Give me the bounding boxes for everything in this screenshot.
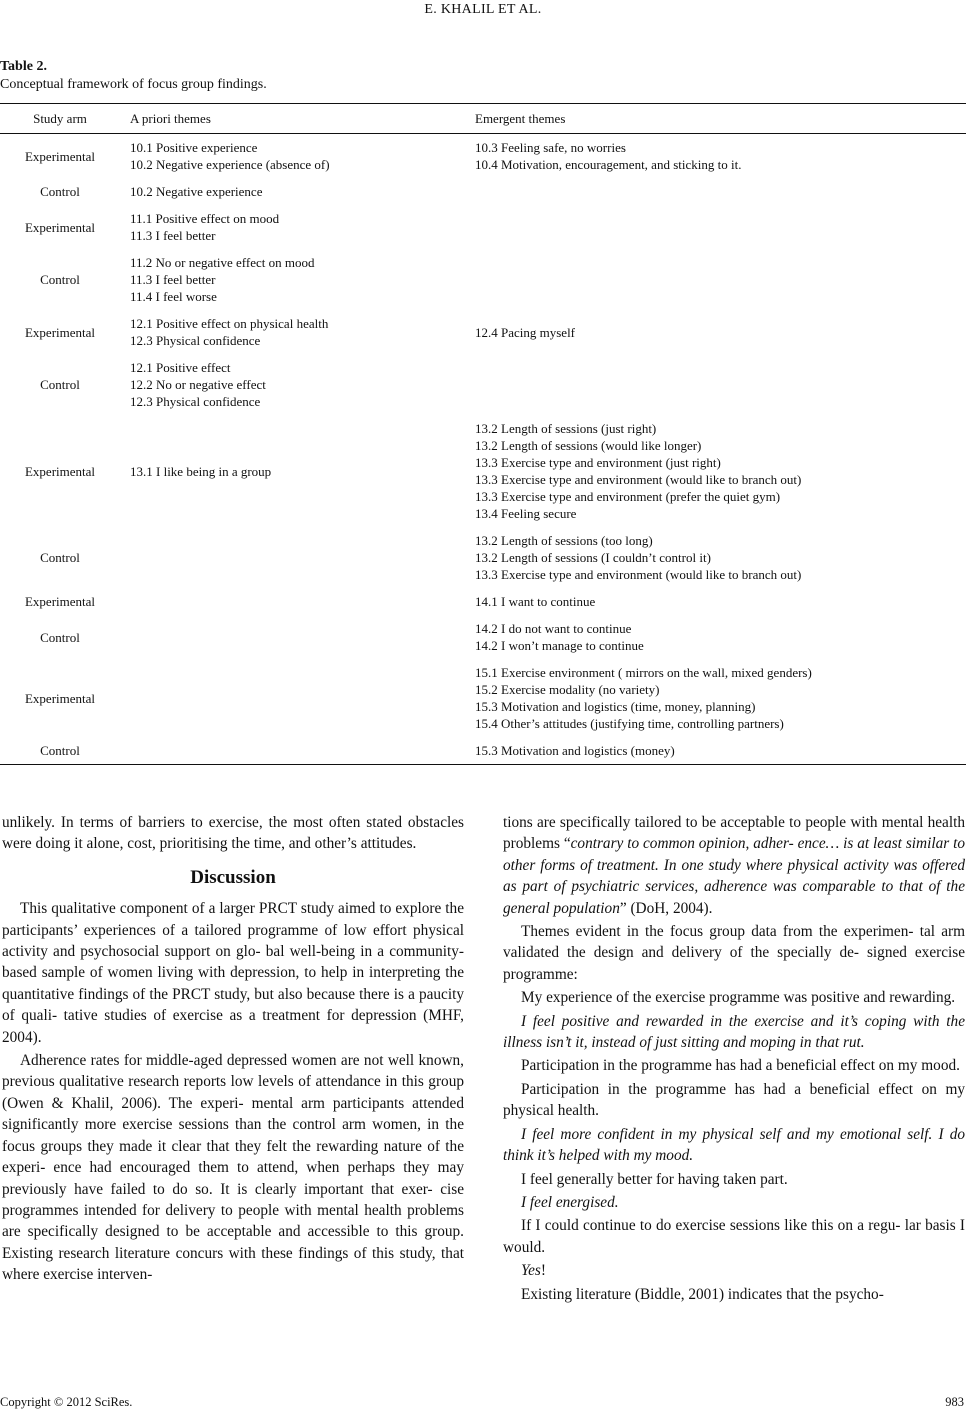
study-arm-cell: Control [40, 629, 80, 645]
a-priori-themes-cell [120, 310, 475, 354]
findings-table [0, 103, 966, 765]
a-priori-themes-cell [120, 615, 475, 659]
a-priori-theme: 11.2 No or negative effect on mood [130, 255, 315, 270]
table-caption-text: Conceptual framework of focus group findings. [0, 77, 267, 92]
theme-statement-5: If I could continue to do exercise sessions like this on a regu- lar basis I would. [503, 1217, 965, 1256]
study-arm-cell: Experimental [24, 690, 96, 706]
emergent-themes-cell [475, 415, 966, 527]
table-row [0, 588, 966, 615]
emergent-theme: 13.3 Exercise type and environment (would like to branch out) [475, 567, 802, 582]
participant-quote-4-word: Yes [521, 1262, 541, 1280]
emergent-themes-cell [475, 588, 966, 615]
a-priori-theme: 10.1 Positive experience [130, 140, 258, 155]
emergent-theme: 12.4 Pacing myself [475, 324, 576, 340]
header-emergent-themes: Emergent themes [475, 104, 966, 134]
emergent-theme: 10.3 Feeling safe, no worries [475, 140, 626, 155]
quoted-doh-text: contrary to common opinion, adher- ence… is at least similar to other forms of treatment. In one study where physical activity was offered as part of psychiatric services, adherence was comparable to that of the general population [503, 835, 965, 917]
right-paragraph-1-end: ” (DoH, 2004). [619, 899, 713, 917]
a-priori-themes-cell [120, 249, 475, 310]
participant-quote-2: I feel more confident in my physical self and my emotional self. I do think it’s helped with my mood. [503, 1125, 965, 1165]
study-arm-cell: Experimental [24, 594, 96, 609]
a-priori-themes-cell [120, 527, 475, 588]
theme-statement-3: Participation in the programme has had a beneficial effect on my physical health. [503, 1080, 965, 1120]
table-row [0, 205, 966, 249]
table-label: Table 2. [0, 59, 47, 74]
emergent-themes-cell [475, 659, 966, 737]
emergent-themes-cell [475, 354, 966, 415]
emergent-theme: 15.1 Exercise environment ( mirrors on the wall, mixed genders) [475, 665, 812, 680]
a-priori-theme: 11.4 I feel worse [130, 289, 217, 304]
a-priori-theme: 12.1 Positive effect [130, 360, 231, 375]
emergent-theme: 13.2 Length of sessions (would like longer) [475, 438, 702, 453]
emergent-theme: 15.4 Other’s attitudes (justifying time, controlling partners) [475, 716, 784, 731]
right-paragraph-1 [503, 812, 965, 919]
a-priori-theme: 11.3 I feel better [130, 272, 216, 287]
emergent-themes-cell [475, 737, 966, 765]
table-row [0, 134, 966, 179]
header-a-priori-themes: A priori themes [120, 104, 475, 134]
participant-quote-4 [503, 1260, 965, 1281]
table-row [0, 310, 966, 354]
a-priori-theme: 12.3 Physical confidence [130, 394, 261, 409]
a-priori-theme: 12.2 No or negative effect [130, 377, 266, 392]
emergent-themes-cell [475, 527, 966, 588]
emergent-themes-cell [475, 249, 966, 310]
a-priori-themes-cell [120, 178, 475, 205]
a-priori-themes-cell [120, 588, 475, 615]
emergent-theme: 15.2 Exercise modality (no variety) [475, 682, 660, 697]
a-priori-themes-cell [120, 737, 475, 765]
table-row [0, 737, 966, 765]
running-head: E. KHALIL ET AL. [424, 2, 542, 17]
a-priori-themes-cell [120, 205, 475, 249]
intro-paragraph: unlikely. In terms of barriers to exercise, the most often stated obstacles were doing it alone, cost, prioritising the time, and other’s attitudes. [2, 814, 464, 853]
emergent-theme: 14.2 I do not want to continue [475, 621, 632, 636]
a-priori-theme: 10.2 Negative experience (absence of) [130, 157, 330, 172]
emergent-themes-cell [475, 615, 966, 659]
emergent-theme: 13.3 Exercise type and environment (prefer the quiet gym) [475, 489, 781, 504]
a-priori-themes-cell [120, 415, 475, 527]
table-caption [0, 58, 966, 94]
table-row [0, 178, 966, 205]
study-arm-cell: Experimental [24, 463, 96, 479]
a-priori-themes-cell [120, 659, 475, 737]
header-study-arm: Study arm [0, 104, 120, 134]
emergent-themes-cell [475, 205, 966, 249]
emergent-theme: 13.2 Length of sessions (just right) [475, 421, 657, 436]
emergent-theme: 15.3 Motivation and logistics (money) [475, 743, 675, 758]
a-priori-theme: 12.3 Physical confidence [130, 333, 261, 348]
emergent-theme: 13.2 Length of sessions (I couldn’t control it) [475, 550, 711, 565]
table-row [0, 249, 966, 310]
table-row [0, 659, 966, 737]
table-row [0, 415, 966, 527]
emergent-theme: 10.4 Motivation, encouragement, and sticking to it. [475, 157, 742, 172]
study-arm-cell: Experimental [24, 148, 96, 164]
study-arm-cell: Control [40, 184, 80, 199]
findings-table-wrapper [0, 103, 966, 765]
theme-statement-1: My experience of the exercise programme was positive and rewarding. [521, 989, 956, 1007]
table-row [0, 615, 966, 659]
theme-statement-4: I feel generally better for having taken part. [521, 1170, 788, 1188]
emergent-theme: 14.1 I want to continue [475, 594, 596, 609]
a-priori-themes-cell [120, 134, 475, 179]
a-priori-theme: 12.1 Positive effect on physical health [130, 316, 329, 331]
right-text-column [503, 812, 965, 1305]
study-arm-cell: Control [40, 550, 80, 565]
study-arm-cell: Control [40, 377, 80, 392]
right-paragraph-last: Existing literature (Biddle, 2001) indicates that the psycho- [521, 1285, 884, 1303]
emergent-theme: 13.3 Exercise type and environment (just right) [475, 455, 721, 470]
emergent-theme: 14.2 I won’t manage to continue [475, 638, 644, 653]
emergent-theme: 15.3 Motivation and logistics (time, money, planning) [475, 699, 756, 714]
a-priori-theme: 11.1 Positive effect on mood [130, 211, 280, 226]
page-number: 983 [945, 1395, 964, 1409]
study-arm-cell: Control [40, 272, 80, 287]
participant-quote-3: I feel energised. [521, 1193, 619, 1211]
discussion-heading: Discussion [190, 866, 276, 888]
discussion-paragraph-2: Adherence rates for middle-aged depressed women are not well known, previous qualitative research reports low levels of attendance in this group (Owen & Khalil, 2006). The experi- mental arm participants attended significantly more exercise sessions than the control arm women, in the focus groups they made it clear that they felt the rewarding nature of the experi- ence had encouraged them to attend, when perhaps they may previously have failed to do so. It is clearly important that exer- cise programmes intended for delivery to people with mental health problems are specifically designed to be acceptable and accessible to this group. Existing research literature concurs with these findings of this study, that where exercise interven- [2, 1052, 464, 1284]
left-text-column [2, 812, 464, 1286]
participant-quote-4-punct: ! [540, 1262, 546, 1280]
emergent-themes-cell [475, 178, 966, 205]
table-body [0, 134, 966, 765]
study-arm-cell: Experimental [24, 324, 96, 340]
discussion-paragraph-1: This qualitative component of a larger PRCT study aimed to explore the participants’ experiences of a tailored programme of low effort physical activity and psychosocial support on glo- bal well-being in a community-based sample of women living with depression, to help in interpreting the quantitative findings of the PRCT study, but also because there is a paucity of quali- tative studies of exercise as a treatment for depression (MHF, 2004). [2, 900, 464, 1046]
table-row [0, 527, 966, 588]
a-priori-theme: 10.2 Negative experience [130, 184, 263, 199]
a-priori-theme: 13.1 I like being in a group [130, 463, 272, 479]
table-row [0, 354, 966, 415]
right-paragraph-1-start: tions are specifically tailored to be acceptable to people with mental health problems “ [503, 814, 965, 853]
emergent-theme: 13.3 Exercise type and environment (would like to branch out) [475, 472, 802, 487]
participant-quote-1: I feel positive and rewarded in the exercise and it’s coping with the illness isn’t it, instead of just sitting and moping in that rut. [503, 1012, 965, 1052]
copyright-notice: Copyright © 2012 SciRes. [0, 1395, 133, 1409]
emergent-theme: 13.2 Length of sessions (too long) [475, 533, 653, 548]
emergent-themes-cell [475, 134, 966, 179]
study-arm-cell: Experimental [24, 219, 96, 235]
theme-statement-2: Participation in the programme has had a beneficial effect on my mood. [521, 1057, 960, 1075]
a-priori-themes-cell [120, 354, 475, 415]
emergent-theme: 13.4 Feeling secure [475, 506, 577, 521]
table-header-row [0, 104, 966, 134]
a-priori-theme: 11.3 I feel better [130, 228, 216, 243]
emergent-themes-cell [475, 310, 966, 354]
study-arm-cell: Control [0, 737, 120, 765]
right-paragraph-2: Themes evident in the focus group data from the experimen- tal arm validated the design and delivery of the specially de- signed exercise programme: [503, 923, 965, 983]
